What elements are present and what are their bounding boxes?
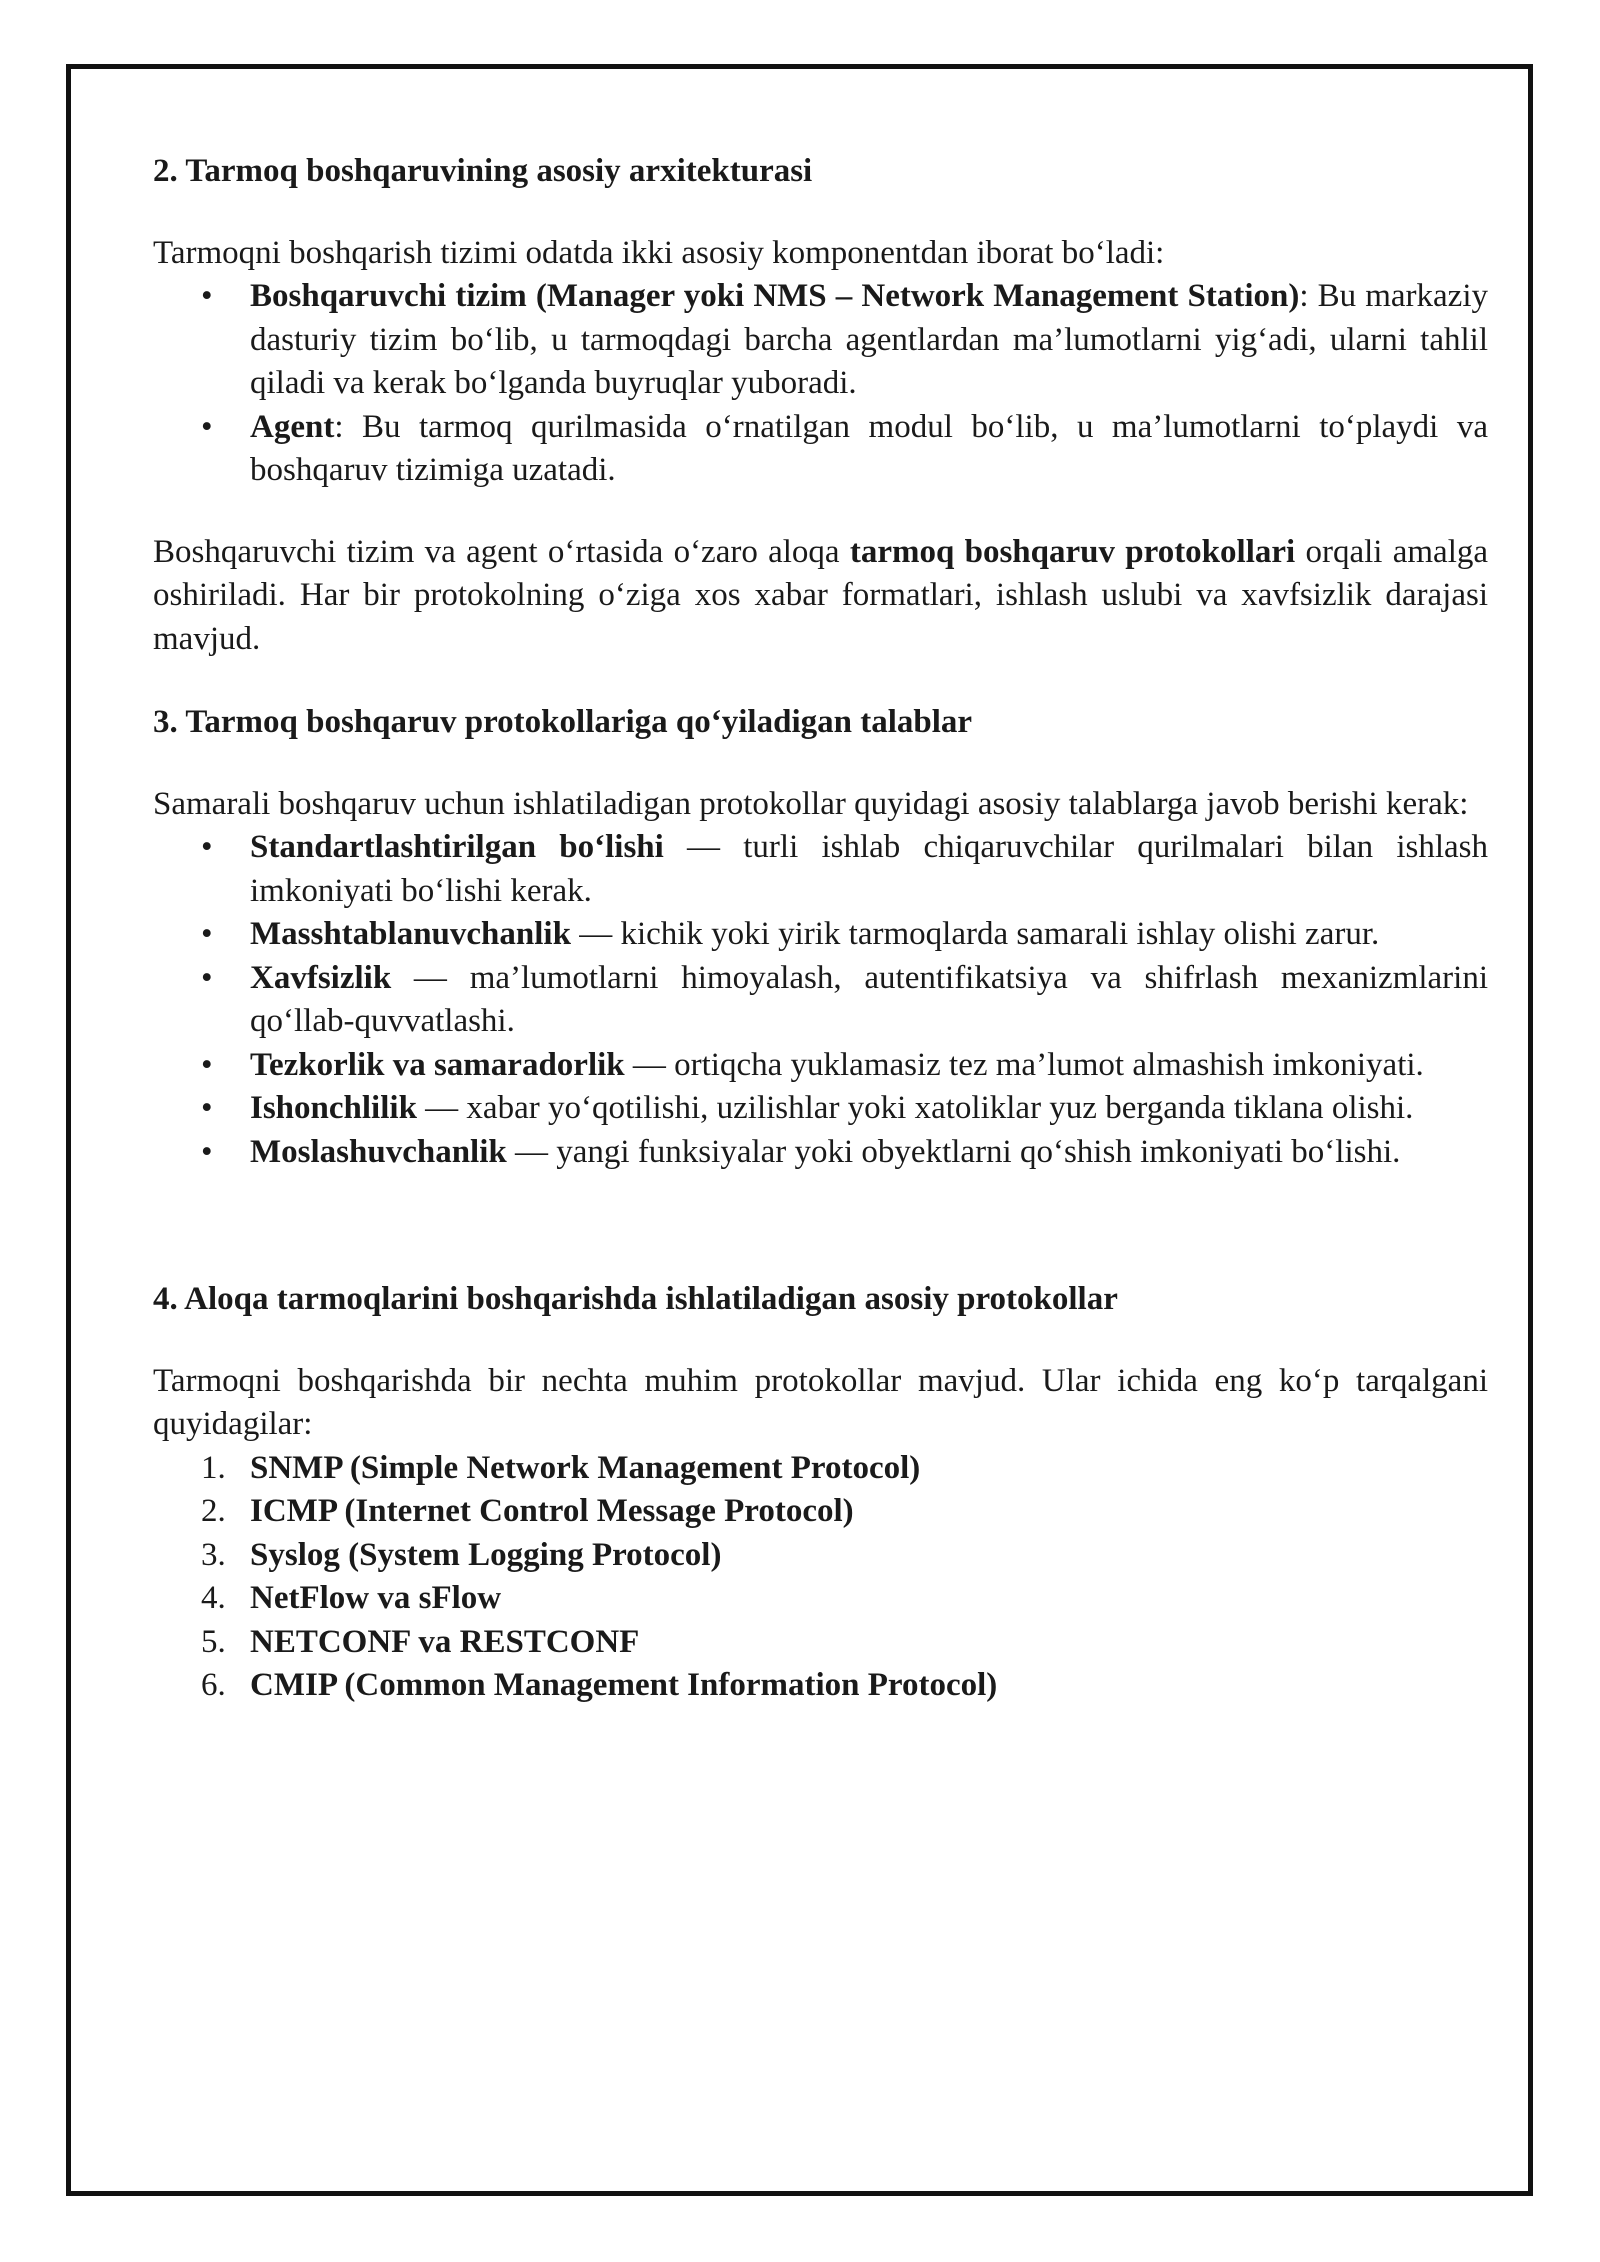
list-item-label: NetFlow va sFlow	[250, 1580, 502, 1616]
list-item	[153, 1447, 1488, 1491]
list-item-term: Ishonchlilik	[250, 1090, 417, 1126]
section-4-intro: Tarmoqni boshqarishda bir nechta muhim protokollar mavjud. Ular ichida eng ko‘p tarqalgani quyidagilar:	[153, 1362, 1488, 1442]
bullet-icon: •	[201, 829, 213, 865]
section-3-list	[153, 826, 1488, 1174]
bullet-icon: •	[201, 1046, 213, 1083]
bullet-icon: •	[201, 408, 213, 445]
document-body	[153, 150, 1488, 1708]
list-item-text: — yangi funksiyalar yoki obyektlarni qo‘shish imkoniyati bo‘lishi.	[506, 1133, 1401, 1170]
list-item-term: Tezkorlik va samaradorlik	[250, 1046, 625, 1083]
list-item-text: — xabar yo‘qotilishi, uzilishlar yoki xatoliklar yuz berganda tiklana olishi.	[416, 1090, 1414, 1126]
bullet-icon: •	[201, 278, 213, 314]
list-item-text: — ma’lumotlarni himoyalash, autentifikatsiya va shifrlash mexanizmlarini qo‘llab-quvvatlashi.	[250, 959, 1488, 1039]
section-2-closing	[153, 531, 1488, 662]
list-item	[153, 275, 1488, 406]
section-2-heading: 2. Tarmoq boshqaruvining asosiy arxitekturasi	[153, 153, 813, 189]
bullet-icon: •	[201, 1133, 213, 1170]
list-number: 4.	[201, 1580, 226, 1616]
list-item-term: Moslashuvchanlik	[250, 1133, 507, 1170]
list-item	[153, 957, 1488, 1044]
section-3-heading: 3. Tarmoq boshqaruv protokollariga qo‘yiladigan talablar	[153, 704, 973, 740]
bullet-icon: •	[201, 959, 213, 996]
list-item-text: : Bu markaziy dasturiy tizim bo‘lib, u tarmoqdagi barcha agentlardan ma’lumotlarni yig‘adi, ularni tahlil qiladi va kerak bo‘lganda buyruqlar yuboradi.	[250, 278, 1488, 401]
list-item	[153, 1087, 1488, 1131]
list-item	[153, 1664, 1488, 1708]
list-item	[153, 1044, 1488, 1088]
list-item-label: CMIP (Common Management Information Protocol)	[250, 1667, 998, 1703]
list-item-label: ICMP (Internet Control Message Protocol)	[250, 1493, 854, 1529]
list-item-label: Syslog (System Logging Protocol)	[250, 1536, 722, 1573]
list-item	[153, 1621, 1488, 1665]
list-item-text: — kichik yoki yirik tarmoqlarda samarali ishlay olishi zarur.	[570, 916, 1380, 952]
list-item	[153, 1534, 1488, 1578]
section-2-intro: Tarmoqni boshqarish tizimi odatda ikki asosiy komponentdan iborat bo‘ladi:	[153, 234, 1165, 271]
list-item	[153, 913, 1488, 957]
closing-text-post: orqali amalga oshiriladi. Har bir protokolning o‘ziga xos xabar formatlari, ishlash uslubi va xavfsizlik darajasi mavjud.	[153, 533, 1489, 657]
list-item-text: : Bu tarmoq qurilmasida o‘rnatilgan modul bo‘lib, u ma’lumotlarni to‘playdi va boshqaruv tizimiga uzatadi.	[250, 408, 1488, 488]
section-3-intro: Samarali boshqaruv uchun ishlatiladigan protokollar quyidagi asosiy talablarga javob berishi kerak:	[153, 785, 1469, 822]
section-4-heading: 4. Aloqa tarmoqlarini boshqarishda ishlatiladigan asosiy protokollar	[153, 1281, 1118, 1317]
list-item-term: Masshtablanuvchanlik	[250, 916, 571, 952]
list-item	[153, 1490, 1488, 1534]
list-item-term: Xavfsizlik	[250, 959, 392, 996]
list-item-term: Standartlashtirilgan bo‘lishi	[250, 829, 664, 865]
list-number: 5.	[201, 1623, 226, 1660]
section-2-list	[153, 275, 1488, 493]
list-item-label: SNMP (Simple Network Management Protocol)	[250, 1449, 921, 1486]
closing-text-pre: Boshqaruvchi tizim va agent o‘rtasida o‘zaro aloqa	[153, 533, 850, 570]
closing-text-bold: tarmoq boshqaruv protokollari	[849, 533, 1296, 570]
list-item-text: — ortiqcha yuklamasiz tez ma’lumot almashish imkoniyati.	[624, 1046, 1424, 1083]
list-number: 1.	[201, 1449, 226, 1486]
list-item	[153, 826, 1488, 913]
list-item-label: NETCONF va RESTCONF	[250, 1623, 640, 1660]
bullet-icon: •	[201, 1090, 213, 1126]
list-item	[153, 406, 1488, 493]
list-item-term: Boshqaruvchi tizim (Manager yoki NMS – Network Management Station)	[250, 278, 1300, 314]
list-item	[153, 1577, 1488, 1621]
list-item-term: Agent	[250, 408, 335, 445]
bullet-icon: •	[201, 916, 213, 952]
list-number: 2.	[201, 1493, 226, 1529]
list-number: 3.	[201, 1536, 226, 1573]
list-item-text: — turli ishlab chiqaruvchilar qurilmalari bilan ishlash imkoniyati bo‘lishi kerak.	[250, 829, 1488, 909]
list-number: 6.	[201, 1667, 226, 1703]
section-4-list	[153, 1447, 1488, 1708]
list-item	[153, 1131, 1488, 1175]
